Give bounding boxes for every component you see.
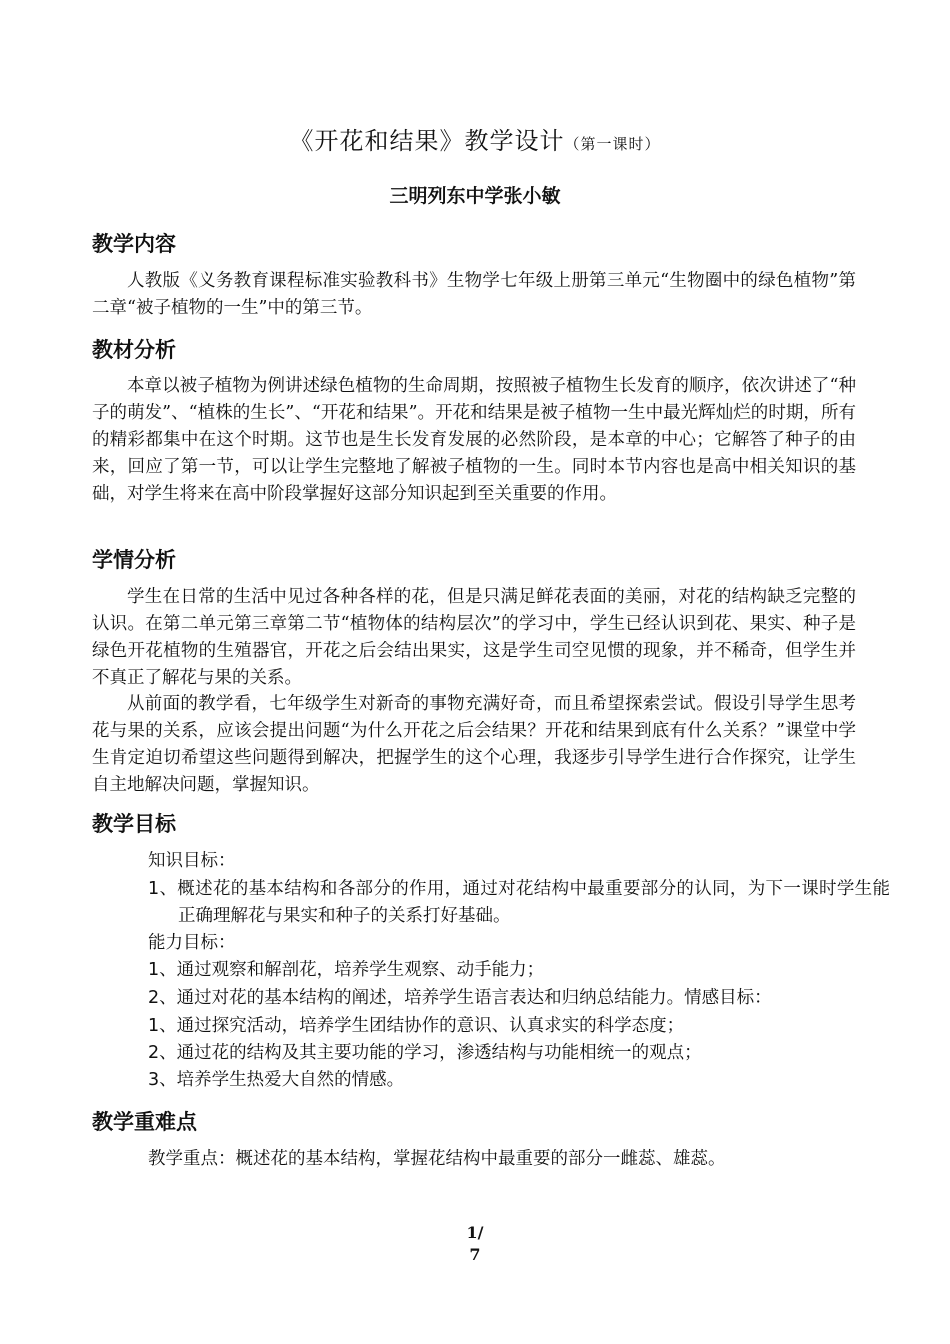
title-note: （第一课时）	[564, 135, 661, 153]
ability-goal-item	[148, 957, 890, 984]
paragraph-learner-analysis-2: 从前面的教学看，七年级学生对新奇的事物充满好奇，而且希望探索尝试。假设引导学生思考花与果的关系，应该会提出问题“为什么开花之后会结果？开花和结果到底有什么关系？”课堂中学生肯定迫切希望这些问题得到解决，把握学生的这个心理，我逐步引导学生进行合作探究，让学生自主地解决问题，掌握知识。	[92, 694, 856, 795]
list-number: 1、	[148, 960, 177, 980]
list-text: 培养学生热爱大自然的情感。	[176, 1070, 405, 1090]
list-number: 2、	[148, 988, 177, 1008]
title-text: 《开花和结果》教学设计	[289, 127, 565, 155]
list-text: 通过观察和解剖花，培养学生观察、动手能力；	[176, 960, 545, 980]
emotion-goal-item	[148, 1040, 890, 1067]
paragraph-teaching-content: 人教版《义务教育课程标准实验教科书》生物学七年级上册第三单元“生物圈中的绿色植物”第二章“被子植物的一生”中的第三节。	[92, 271, 856, 318]
heading-material-analysis: 教材分析	[92, 338, 176, 362]
emotion-goal-item	[148, 1067, 890, 1094]
ability-goal-label: 能力目标：	[148, 933, 236, 953]
list-number: 2、	[148, 1043, 177, 1063]
list-number: 1、	[148, 879, 178, 899]
ability-goal-item	[148, 985, 898, 1012]
list-text: 通过探究活动，培养学生团结协作的意识、认真求实的科学态度；	[176, 1016, 685, 1036]
list-text: 通过对花的基本结构的阐述，培养学生语言表达和归纳总结能力。情感目标：	[176, 988, 772, 1008]
list-text: 概述花的基本结构和各部分的作用，通过对花结构中最重要部分的认同，为下一课时学生能正确理解花与果实和种子的关系打好基础。	[177, 879, 891, 926]
key-point-line: 教学重点：概述花的基本结构，掌握花结构中最重要的部分一雌蕊、雄蕊。	[148, 1149, 726, 1169]
page-number	[0, 1222, 950, 1266]
heading-teaching-goals: 教学目标	[92, 812, 176, 836]
document-title	[0, 124, 950, 161]
emotion-goal-item	[148, 1013, 890, 1040]
list-number: 3、	[148, 1070, 177, 1090]
page-number-current: 1/	[466, 1223, 484, 1242]
paragraph-material-analysis: 本章以被子植物为例讲述绿色植物的生命周期，按照被子植物生长发育的顺序，依次讲述了“种子的萌发”、“植株的生长”、“开花和结果”。开花和结果是被子植物一生中最光辉灿烂的时期，所有的精彩都集中在这个时期。这节也是生长发育发展的必然阶段，是本章的中心；它解答了种子的由来，回应了第一节，可以让学生完整地了解被子植物的一生。同时本节内容也是高中相关知识的基础，对学生将来在高中阶段掌握好这部分知识起到至关重要的作用。	[92, 376, 856, 504]
list-text: 通过花的结构及其主要功能的学习，渗透结构与功能相统一的观点；	[176, 1043, 702, 1063]
author-line: 三明列东中学张小敏	[389, 185, 561, 207]
page-number-total: 7	[469, 1245, 481, 1264]
knowledge-goal-label: 知识目标：	[148, 851, 236, 871]
list-number: 1、	[148, 1016, 177, 1036]
heading-learner-analysis: 学情分析	[92, 548, 176, 572]
knowledge-goal-item	[148, 876, 890, 930]
paragraph-learner-analysis-1: 学生在日常的生活中见过各种各样的花，但是只满足鲜花表面的美丽，对花的结构缺乏完整的认识。在第二单元第三章第二节“植物体的结构层次”的学习中，学生已经认识到花、果实、种子是绿色开花植物的生殖器官，开花之后会结出果实，这是学生司空见惯的现象，并不稀奇，但学生并不真正了解花与果的关系。	[92, 587, 856, 688]
heading-teaching-content: 教学内容	[92, 232, 176, 256]
heading-key-points: 教学重难点	[92, 1110, 197, 1134]
